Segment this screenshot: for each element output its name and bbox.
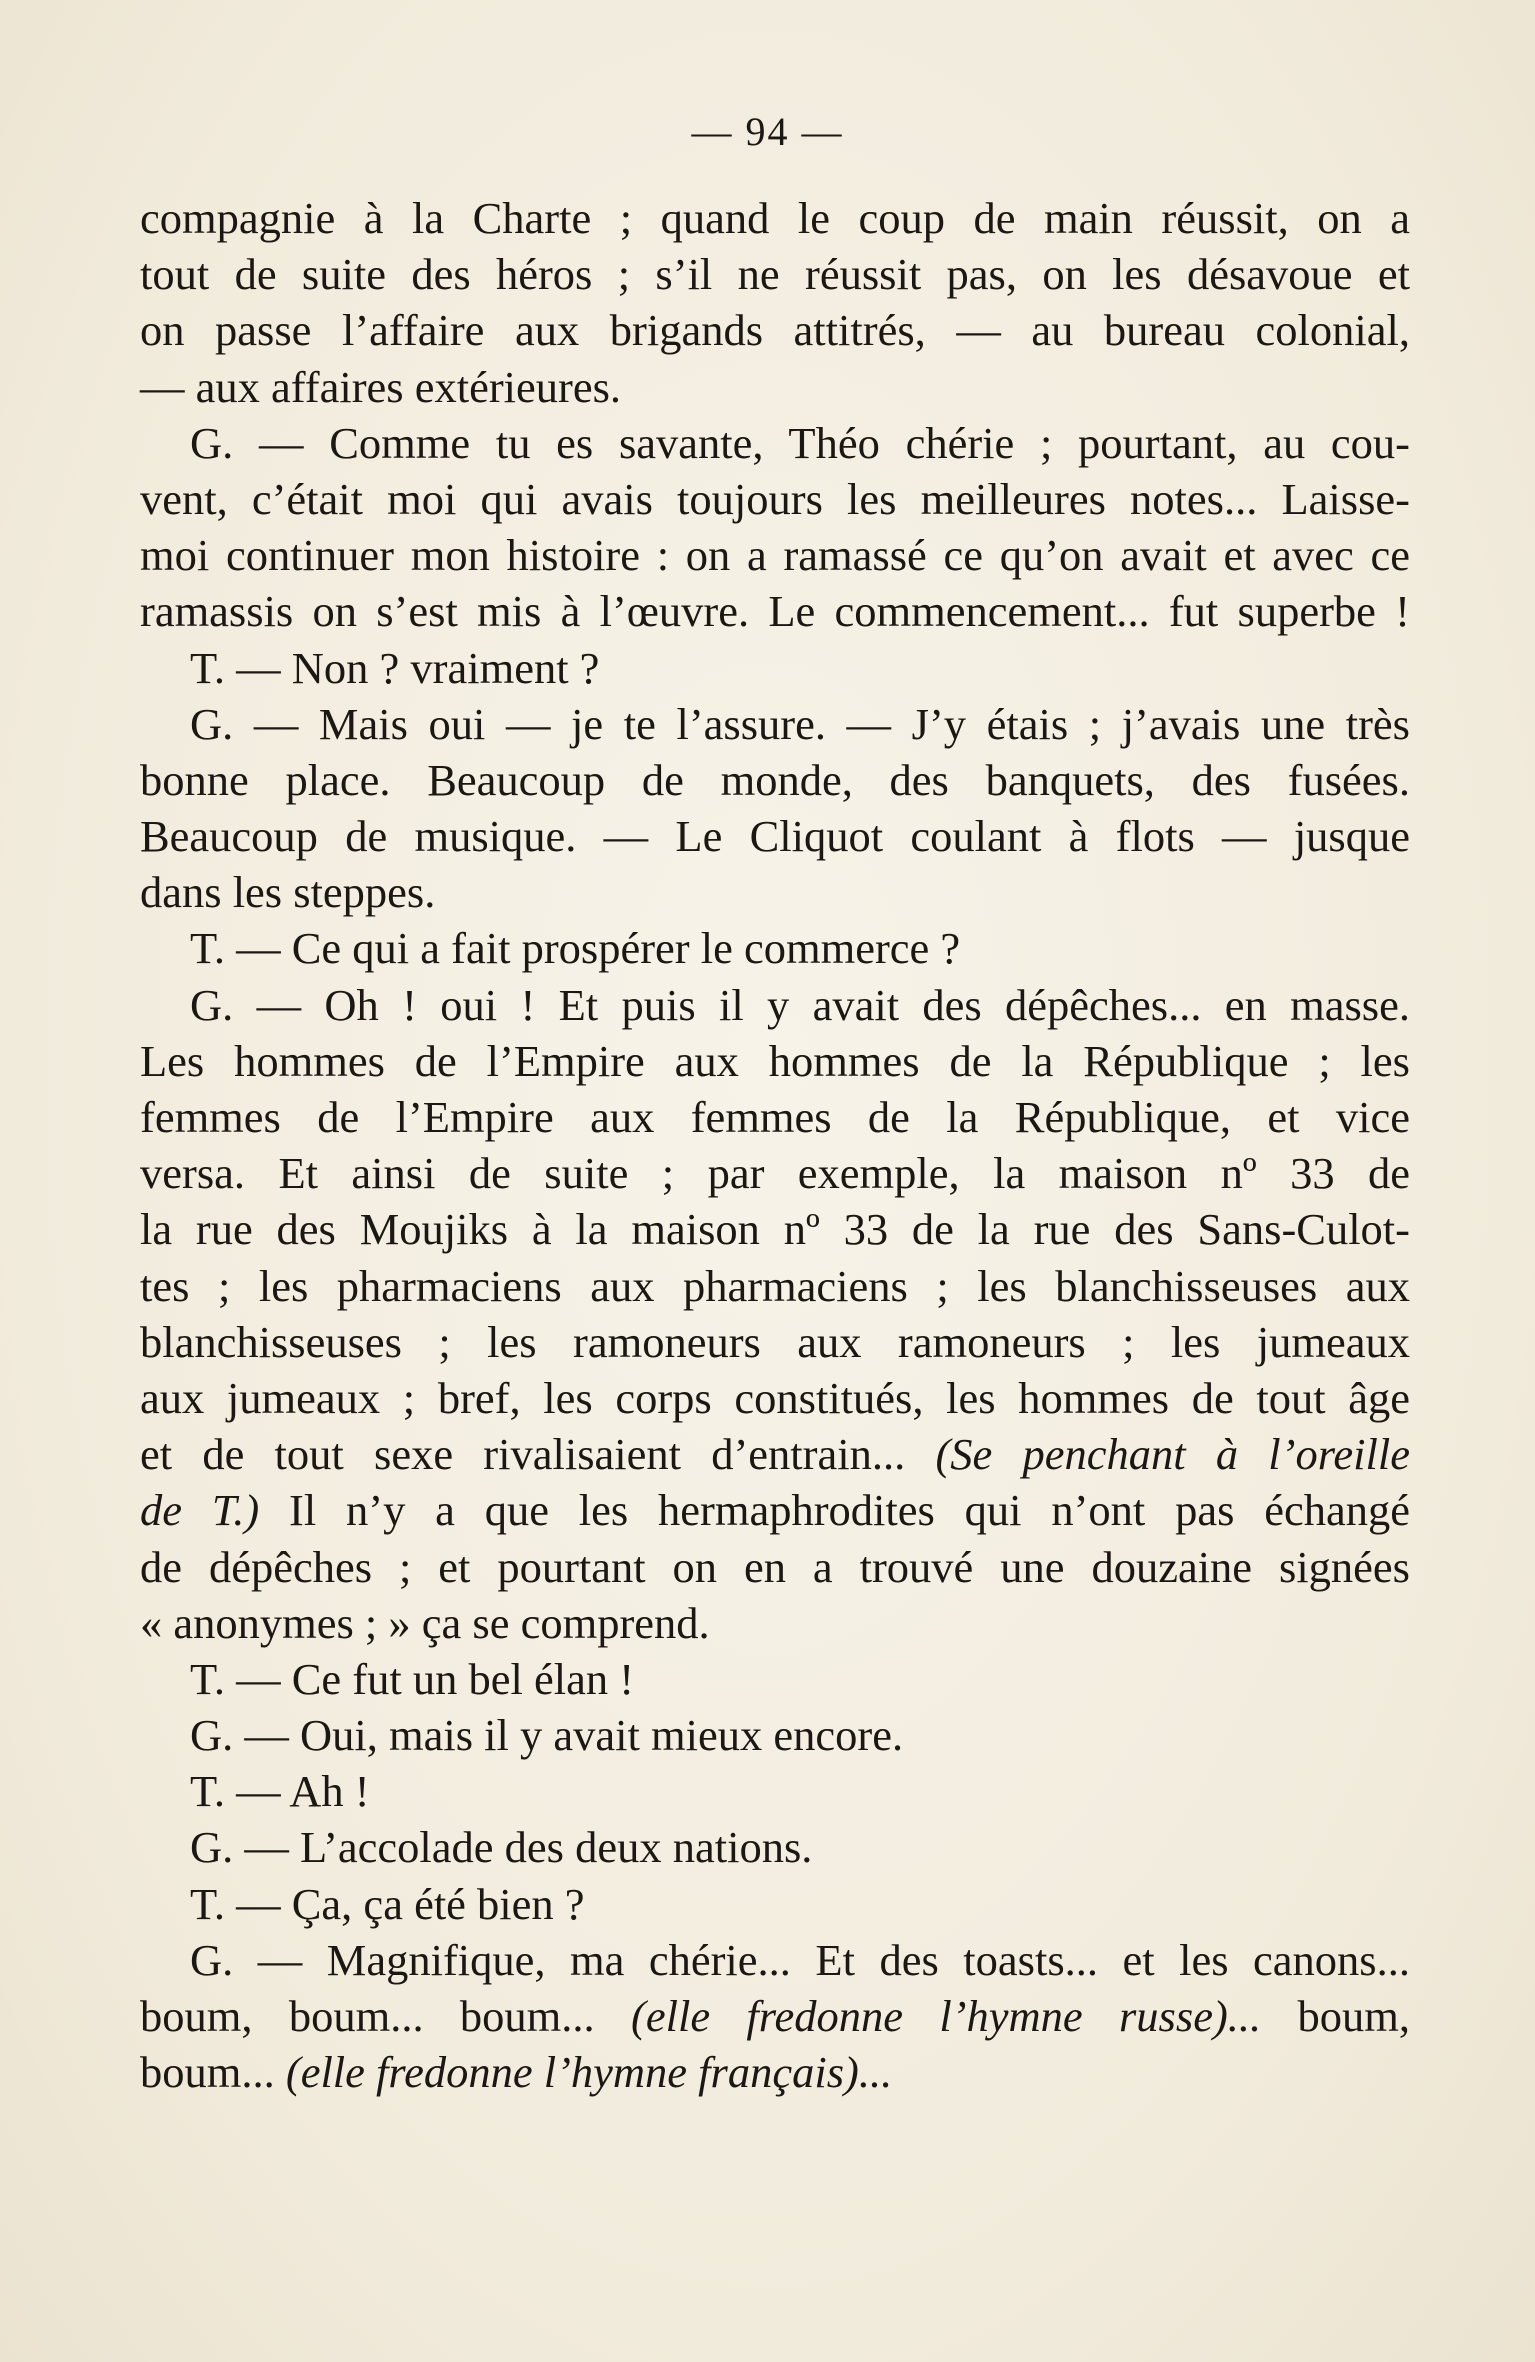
text-line: Les hommes de l’Empire aux hommes de la République ; les xyxy=(140,1035,1410,1086)
text-line: G. — Oh ! oui ! Et puis il y avait des dépêches... en masse. xyxy=(190,979,1410,1030)
text-line: tes ; les pharmaciens aux pharmaciens ; les blanchisseuses aux xyxy=(140,1260,1410,1311)
text-line xyxy=(140,1482,1410,1538)
text-line: moi continuer mon histoire : on a ramassé ce qu’on avait et avec ce xyxy=(140,530,1410,581)
italic-stage-direction: (elle fredonne l’hymne français)... xyxy=(285,2047,893,2098)
italic-stage-direction: de T.) xyxy=(140,1485,260,1536)
italic-stage-direction: (elle fredonne l’hymne russe)... xyxy=(631,1991,1262,2041)
text-line: — aux affaires extérieures. xyxy=(140,361,622,412)
text-line: la rue des Moujiks à la maison nº 33 de la rue des Sans-Culot- xyxy=(140,1204,1410,1255)
text-line: blanchisseuses ; les ramoneurs aux ramoneurs ; les jumeaux xyxy=(140,1316,1410,1367)
text-segment: et de tout sexe rivalisaient d’entrain... xyxy=(140,1429,936,1480)
text-line: ramassis on s’est mis à l’œuvre. Le commencement... fut superbe ! xyxy=(140,586,1410,637)
page-number: — 94 — xyxy=(691,109,844,154)
text-line xyxy=(140,2044,1410,2100)
text-line: versa. Et ainsi de suite ; par exemple, la maison nº 33 de xyxy=(140,1148,1410,1199)
text-line: T. — Ah ! xyxy=(190,1766,370,1817)
text-line: G. — Magnifique, ma chérie... Et des toasts... et les canons... xyxy=(190,1934,1410,1985)
text-line: T. — Ce qui a fait prospérer le commerce ? xyxy=(190,923,961,974)
body-text xyxy=(140,190,1410,2100)
text-line: aux jumeaux ; bref, les corps constitués, les hommes de tout âge xyxy=(140,1372,1410,1423)
text-line: Beaucoup de musique. — Le Cliquot coulant à flots — jusque xyxy=(140,811,1410,862)
text-line: T. — Ça, ça été bien ? xyxy=(190,1878,585,1929)
text-line: tout de suite des héros ; s’il ne réussit pas, on les désavoue et xyxy=(140,249,1410,300)
text-line: T. — Ce fut un bel élan ! xyxy=(190,1653,635,1704)
text-line: bonne place. Beaucoup de monde, des banquets, des fusées. xyxy=(140,754,1410,805)
text-line: T. — Non ? vraiment ? xyxy=(190,642,600,693)
italic-stage-direction: (Se penchant à l’oreille xyxy=(935,1429,1410,1480)
text-line xyxy=(140,1426,1410,1482)
text-line: femmes de l’Empire aux femmes de la République, et vice xyxy=(140,1092,1410,1142)
text-line: de dépêches ; et pourtant on en a trouvé une douzaine signées xyxy=(140,1541,1410,1592)
text-line xyxy=(140,1988,1410,2044)
text-line: vent, c’était moi qui avais toujours les meilleures notes... Laisse- xyxy=(140,473,1410,524)
text-line: G. — Oui, mais il y avait mieux encore. xyxy=(190,1710,904,1761)
text-line: on passe l’affaire aux brigands attitrés, — au bureau colonial, xyxy=(140,305,1410,356)
text-segment: boum, xyxy=(1261,1991,1410,2041)
text-segment: boum, boum... boum... xyxy=(140,1991,632,2041)
text-line: « anonymes ; » ça se comprend. xyxy=(140,1597,710,1648)
text-segment: boum... xyxy=(140,2047,286,2098)
text-segment: Il n’y a que les hermaphrodites qui n’ont pas échangé xyxy=(259,1485,1410,1536)
text-line: G. — L’accolade des deux nations. xyxy=(190,1822,813,1873)
text-line: G. — Mais oui — je te l’assure. — J’y étais ; j’avais une très xyxy=(190,698,1410,749)
text-line: dans les steppes. xyxy=(140,867,436,918)
text-line: G. — Comme tu es savante, Théo chérie ; pourtant, au cou- xyxy=(190,417,1410,468)
text-line: compagnie à la Charte ; quand le coup de main réussit, on a xyxy=(140,193,1410,243)
